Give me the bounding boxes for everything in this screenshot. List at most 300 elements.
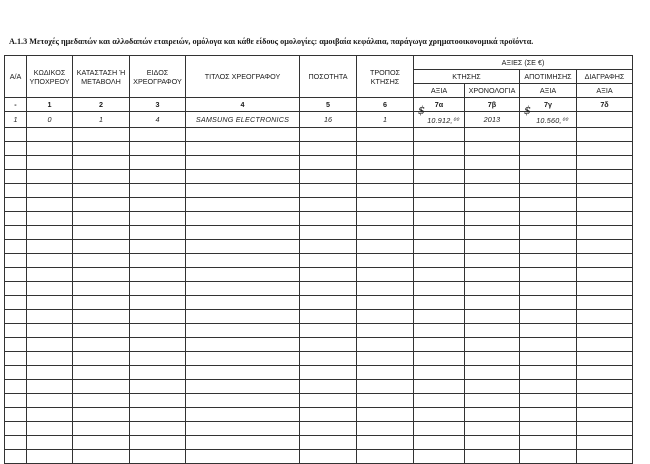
empty-row	[5, 142, 633, 156]
empty-cell	[73, 128, 130, 142]
empty-cell	[357, 282, 414, 296]
empty-cell	[5, 352, 27, 366]
empty-cell	[130, 184, 186, 198]
empty-cell	[27, 212, 73, 226]
empty-cell	[73, 170, 130, 184]
empty-cell	[520, 366, 577, 380]
numbering-row	[5, 98, 633, 112]
empty-cell	[357, 324, 414, 338]
empty-cell	[73, 184, 130, 198]
empty-cell	[130, 352, 186, 366]
empty-cell	[577, 394, 633, 408]
empty-cell	[300, 422, 357, 436]
empty-cell	[414, 198, 465, 212]
empty-cell	[300, 394, 357, 408]
empty-cell	[465, 310, 520, 324]
empty-cell	[465, 296, 520, 310]
empty-cell	[357, 380, 414, 394]
empty-cell	[357, 128, 414, 142]
empty-cell	[577, 240, 633, 254]
col-header-acq-value: ΑΞΙΑ	[414, 84, 465, 98]
empty-cell	[465, 324, 520, 338]
empty-cell	[27, 296, 73, 310]
empty-cell	[520, 212, 577, 226]
empty-cell	[186, 226, 300, 240]
empty-cell	[130, 198, 186, 212]
empty-cell	[414, 408, 465, 422]
empty-cell	[130, 226, 186, 240]
empty-row	[5, 254, 633, 268]
empty-cell	[465, 352, 520, 366]
empty-cell	[186, 338, 300, 352]
empty-cell	[186, 422, 300, 436]
empty-cell	[27, 338, 73, 352]
empty-cell	[300, 324, 357, 338]
empty-cell	[73, 422, 130, 436]
empty-cell	[73, 296, 130, 310]
empty-cell	[577, 408, 633, 422]
empty-cell	[5, 128, 27, 142]
empty-cell	[414, 282, 465, 296]
empty-row	[5, 128, 633, 142]
empty-cell	[186, 170, 300, 184]
empty-cell	[5, 184, 27, 198]
empty-cell	[577, 142, 633, 156]
empty-cell	[577, 156, 633, 170]
empty-cell	[5, 310, 27, 324]
empty-row	[5, 156, 633, 170]
empty-cell	[186, 366, 300, 380]
empty-row	[5, 268, 633, 282]
section-heading: A.1.3 Μετοχές ημεδαπών και αλλοδαπών εταιρειών, ομόλογα και κάθε είδους ομολογίες: αμοιβαία κεφάλαια, παράγωγα χρηματοοικονομικά προϊόντα.	[9, 37, 534, 46]
empty-cell	[357, 394, 414, 408]
empty-cell	[357, 408, 414, 422]
empty-cell	[186, 296, 300, 310]
empty-cell	[465, 156, 520, 170]
empty-cell	[414, 212, 465, 226]
col-header-disposal-value: ΑΞΙΑ	[577, 84, 633, 98]
empty-cell	[465, 338, 520, 352]
empty-cell	[130, 212, 186, 226]
empty-cell	[5, 142, 27, 156]
empty-cell	[357, 366, 414, 380]
empty-cell	[520, 408, 577, 422]
empty-cell	[414, 142, 465, 156]
empty-cell	[414, 226, 465, 240]
empty-cell	[130, 408, 186, 422]
empty-cell	[357, 170, 414, 184]
empty-cell	[73, 366, 130, 380]
empty-cell	[465, 128, 520, 142]
empty-cell	[186, 240, 300, 254]
col-header-change-status: ΚΑΤΑΣΤΑΣΗ Ή ΜΕΤΑΒΟΛΗ	[73, 56, 130, 98]
empty-row	[5, 240, 633, 254]
empty-cell	[5, 156, 27, 170]
col-number: 7β	[465, 98, 520, 112]
empty-cell	[414, 170, 465, 184]
empty-cell	[577, 128, 633, 142]
empty-cell	[520, 324, 577, 338]
empty-cell	[300, 268, 357, 282]
empty-cell	[73, 338, 130, 352]
empty-row	[5, 170, 633, 184]
empty-cell	[73, 240, 130, 254]
empty-cell	[5, 422, 27, 436]
empty-cell	[357, 436, 414, 450]
empty-cell	[27, 380, 73, 394]
empty-cell	[27, 226, 73, 240]
empty-cell	[130, 366, 186, 380]
empty-cell	[520, 380, 577, 394]
empty-cell	[186, 310, 300, 324]
empty-cell	[300, 128, 357, 142]
empty-cell	[520, 296, 577, 310]
empty-cell	[300, 198, 357, 212]
empty-cell	[130, 268, 186, 282]
empty-cell	[300, 212, 357, 226]
empty-cell	[27, 268, 73, 282]
empty-cell	[130, 240, 186, 254]
empty-cell	[186, 254, 300, 268]
empty-cell	[73, 226, 130, 240]
col-number: -	[5, 98, 27, 112]
empty-row	[5, 184, 633, 198]
empty-cell	[73, 352, 130, 366]
empty-row	[5, 380, 633, 394]
empty-cell	[414, 380, 465, 394]
empty-cell	[414, 394, 465, 408]
col-number: 4	[186, 98, 300, 112]
empty-cell	[5, 254, 27, 268]
cell-obligor-code: 0	[27, 112, 73, 128]
empty-cell	[27, 184, 73, 198]
empty-cell	[357, 212, 414, 226]
empty-cell	[186, 408, 300, 422]
empty-cell	[414, 352, 465, 366]
empty-cell	[5, 450, 27, 464]
empty-cell	[130, 142, 186, 156]
empty-cell	[5, 408, 27, 422]
currency-mark: $	[418, 104, 426, 117]
empty-cell	[300, 184, 357, 198]
empty-cell	[27, 394, 73, 408]
cell-disposal-value	[577, 112, 633, 128]
empty-cell	[73, 198, 130, 212]
empty-cell	[186, 436, 300, 450]
empty-cell	[465, 380, 520, 394]
empty-cell	[577, 422, 633, 436]
empty-cell	[577, 310, 633, 324]
empty-cell	[520, 240, 577, 254]
col-number: 2	[73, 98, 130, 112]
empty-cell	[5, 240, 27, 254]
empty-row	[5, 282, 633, 296]
valuation-value-text: 10.560,⁰⁰	[536, 116, 568, 125]
empty-cell	[300, 226, 357, 240]
empty-cell	[27, 366, 73, 380]
empty-cell	[5, 198, 27, 212]
empty-cell	[186, 380, 300, 394]
empty-cell	[465, 268, 520, 282]
col-header-acquisition-method: ΤΡΟΠΟΣ ΚΤΗΣΗΣ	[357, 56, 414, 98]
empty-row	[5, 408, 633, 422]
empty-cell	[520, 198, 577, 212]
empty-row	[5, 352, 633, 366]
col-number: 1	[27, 98, 73, 112]
cell-security-type: 4	[130, 112, 186, 128]
cell-acq-year: 2013	[465, 112, 520, 128]
empty-cell	[27, 198, 73, 212]
empty-row	[5, 324, 633, 338]
empty-cell	[414, 310, 465, 324]
cell-aa: 1	[5, 112, 27, 128]
empty-cell	[577, 212, 633, 226]
col-number: 5	[300, 98, 357, 112]
col-header-quantity: ΠΟΣΟΤΗΤΑ	[300, 56, 357, 98]
empty-cell	[186, 198, 300, 212]
empty-cell	[465, 240, 520, 254]
col-header-acq-year: ΧΡΟΝΟΛΟΓΙΑ	[465, 84, 520, 98]
col-header-values-group: ΑΞΙΕΣ (ΣΕ €)	[414, 56, 633, 70]
empty-row	[5, 394, 633, 408]
empty-cell	[465, 282, 520, 296]
empty-cell	[300, 380, 357, 394]
empty-cell	[577, 352, 633, 366]
empty-cell	[414, 268, 465, 282]
acq-value-text: 10.912,⁰⁰	[427, 116, 459, 125]
empty-cell	[186, 184, 300, 198]
col-header-security-title: ΤΙΤΛΟΣ ΧΡΕΟΓΡΑΦΟΥ	[186, 56, 300, 98]
empty-row	[5, 366, 633, 380]
empty-cell	[414, 240, 465, 254]
empty-cell	[520, 184, 577, 198]
cell-change-status: 1	[73, 112, 130, 128]
empty-cell	[577, 226, 633, 240]
empty-cell	[300, 450, 357, 464]
empty-cell	[357, 338, 414, 352]
empty-cell	[5, 268, 27, 282]
empty-cell	[520, 310, 577, 324]
empty-cell	[357, 156, 414, 170]
empty-cell	[5, 324, 27, 338]
empty-cell	[5, 394, 27, 408]
empty-cell	[520, 156, 577, 170]
empty-row	[5, 436, 633, 450]
empty-cell	[130, 254, 186, 268]
empty-cell	[186, 142, 300, 156]
empty-cell	[465, 366, 520, 380]
empty-cell	[27, 352, 73, 366]
col-header-aa: Α/Α	[5, 56, 27, 98]
empty-cell	[130, 338, 186, 352]
empty-cell	[186, 394, 300, 408]
empty-cell	[186, 282, 300, 296]
empty-cell	[73, 394, 130, 408]
empty-cell	[130, 450, 186, 464]
cell-acquisition-method: 1	[357, 112, 414, 128]
empty-cell	[357, 352, 414, 366]
empty-cell	[130, 170, 186, 184]
empty-cell	[300, 338, 357, 352]
empty-cell	[186, 352, 300, 366]
empty-cell	[577, 450, 633, 464]
empty-cell	[357, 184, 414, 198]
empty-cell	[27, 170, 73, 184]
empty-cell	[130, 394, 186, 408]
empty-cell	[300, 408, 357, 422]
empty-cell	[520, 450, 577, 464]
empty-cell	[27, 254, 73, 268]
empty-row	[5, 198, 633, 212]
empty-cell	[300, 142, 357, 156]
col-header-valuation: ΑΠΟΤΙΜΗΣΗΣ	[520, 70, 577, 84]
empty-cell	[465, 198, 520, 212]
empty-cell	[465, 394, 520, 408]
empty-cell	[577, 184, 633, 198]
col-header-acquisition: ΚΤΗΣΗΣ	[414, 70, 520, 84]
empty-cell	[465, 184, 520, 198]
empty-cell	[186, 156, 300, 170]
empty-cell	[357, 268, 414, 282]
empty-cell	[27, 240, 73, 254]
empty-cell	[357, 226, 414, 240]
empty-cell	[414, 338, 465, 352]
empty-cell	[520, 170, 577, 184]
empty-cell	[520, 352, 577, 366]
empty-cell	[186, 212, 300, 226]
empty-cell	[357, 198, 414, 212]
empty-cell	[300, 436, 357, 450]
empty-cell	[27, 324, 73, 338]
col-header-disposal: ΔΙΑΓΡΑΦΗΣ	[577, 70, 633, 84]
cell-security-title: SAMSUNG ELECTRONICS	[186, 112, 300, 128]
empty-cell	[520, 226, 577, 240]
empty-cell	[186, 450, 300, 464]
empty-cell	[465, 170, 520, 184]
empty-cell	[5, 282, 27, 296]
empty-cell	[130, 296, 186, 310]
empty-cell	[577, 268, 633, 282]
col-number: 7δ	[577, 98, 633, 112]
empty-cell	[5, 338, 27, 352]
empty-cell	[130, 310, 186, 324]
empty-cell	[27, 128, 73, 142]
empty-cell	[577, 380, 633, 394]
empty-cell	[577, 254, 633, 268]
empty-cell	[300, 352, 357, 366]
empty-cell	[520, 338, 577, 352]
empty-cell	[414, 436, 465, 450]
empty-cell	[520, 268, 577, 282]
empty-cell	[73, 450, 130, 464]
empty-cell	[5, 366, 27, 380]
empty-cell	[357, 422, 414, 436]
empty-cell	[27, 422, 73, 436]
empty-cell	[520, 142, 577, 156]
empty-cell	[130, 156, 186, 170]
empty-cell	[300, 254, 357, 268]
empty-cell	[27, 142, 73, 156]
empty-cell	[465, 254, 520, 268]
empty-cell	[414, 422, 465, 436]
empty-cell	[465, 212, 520, 226]
empty-row	[5, 450, 633, 464]
empty-row	[5, 338, 633, 352]
empty-cell	[520, 128, 577, 142]
empty-cell	[5, 212, 27, 226]
col-header-security-type: ΕΙΔΟΣ ΧΡΕΟΓΡΑΦΟΥ	[130, 56, 186, 98]
col-header-obligor-code: ΚΩΔΙΚΟΣ ΥΠΟΧΡΕΟΥ	[27, 56, 73, 98]
empty-cell	[300, 156, 357, 170]
empty-cell	[577, 282, 633, 296]
currency-mark: $	[524, 104, 532, 117]
empty-cell	[577, 338, 633, 352]
empty-cell	[73, 324, 130, 338]
empty-cell	[520, 254, 577, 268]
empty-cell	[465, 142, 520, 156]
empty-cell	[130, 128, 186, 142]
empty-cell	[27, 450, 73, 464]
empty-cell	[577, 296, 633, 310]
empty-cell	[414, 128, 465, 142]
empty-cell	[27, 156, 73, 170]
empty-row	[5, 296, 633, 310]
empty-cell	[300, 282, 357, 296]
col-header-valuation-value: ΑΞΙΑ	[520, 84, 577, 98]
empty-cell	[130, 436, 186, 450]
empty-cell	[5, 296, 27, 310]
empty-cell	[27, 408, 73, 422]
empty-cell	[577, 366, 633, 380]
empty-cell	[357, 254, 414, 268]
empty-cell	[186, 268, 300, 282]
empty-cell	[357, 240, 414, 254]
empty-cell	[357, 142, 414, 156]
empty-cell	[465, 422, 520, 436]
empty-cell	[300, 296, 357, 310]
empty-cell	[186, 324, 300, 338]
empty-cell	[27, 310, 73, 324]
empty-cell	[300, 170, 357, 184]
empty-cell	[130, 282, 186, 296]
empty-cell	[520, 422, 577, 436]
empty-cell	[465, 450, 520, 464]
empty-cell	[414, 366, 465, 380]
empty-cell	[577, 198, 633, 212]
empty-cell	[73, 142, 130, 156]
empty-cell	[73, 408, 130, 422]
empty-cell	[27, 436, 73, 450]
empty-cell	[414, 450, 465, 464]
empty-cell	[5, 226, 27, 240]
empty-cell	[73, 156, 130, 170]
empty-cell	[73, 268, 130, 282]
empty-cell	[414, 324, 465, 338]
empty-cell	[465, 226, 520, 240]
empty-cell	[414, 156, 465, 170]
empty-cell	[300, 366, 357, 380]
empty-cell	[130, 324, 186, 338]
empty-row	[5, 226, 633, 240]
empty-cell	[577, 436, 633, 450]
empty-cell	[186, 128, 300, 142]
empty-cell	[5, 436, 27, 450]
empty-row	[5, 310, 633, 324]
cell-quantity: 16	[300, 112, 357, 128]
empty-cell	[5, 170, 27, 184]
empty-cell	[577, 324, 633, 338]
empty-cell	[414, 184, 465, 198]
